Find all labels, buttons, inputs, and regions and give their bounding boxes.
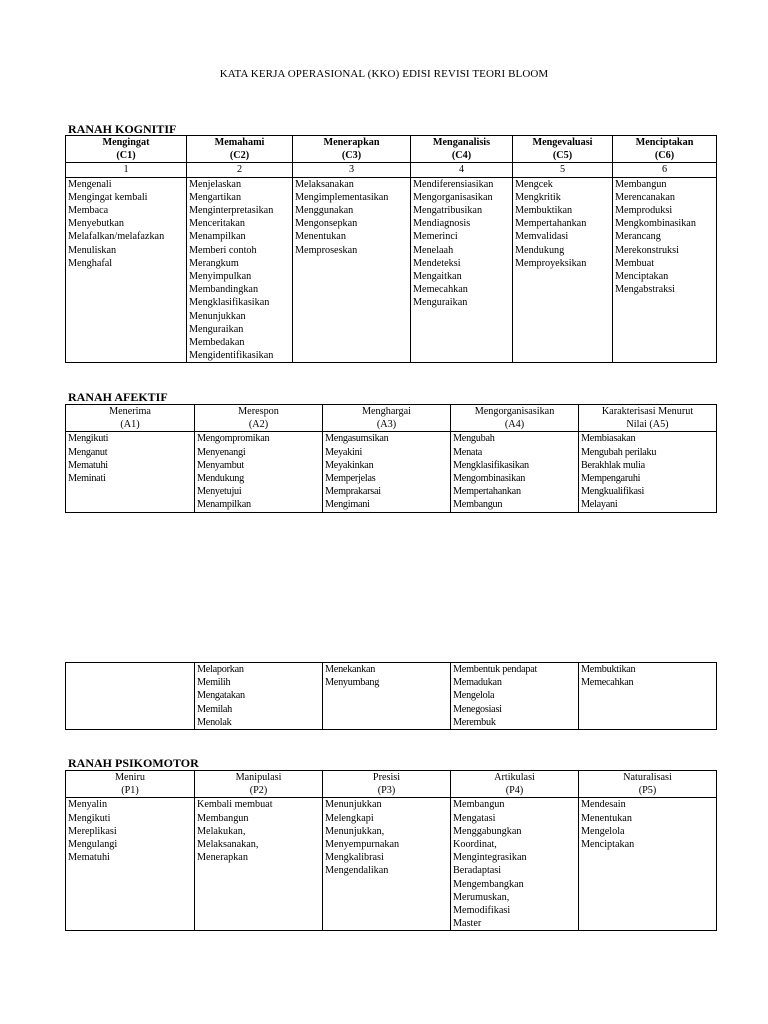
verb-item: Mempertahankan xyxy=(515,218,587,230)
verb-item: Menjelaskan xyxy=(189,178,242,190)
verb-item: Memproyeksikan xyxy=(515,257,587,269)
verb-item: Membandingkan xyxy=(189,284,259,296)
verb-item: Mengasumsikan xyxy=(325,433,389,445)
verb-item: Memerinci xyxy=(413,231,458,243)
verb-item: Merekonstruksi xyxy=(615,244,679,256)
verb-item: Melafalkan/melafazkan xyxy=(68,231,165,243)
verb-item: Mengonsepkan xyxy=(295,218,358,230)
verb-item: Membangun xyxy=(453,499,503,511)
verb-item: Menyambut xyxy=(197,459,244,471)
verb-item: Membuat xyxy=(615,257,655,269)
verb-item: Menekankan xyxy=(325,664,376,675)
afektif-verbs-a3 xyxy=(323,432,451,512)
verb-item: Mengkombinasikan xyxy=(615,218,696,230)
verb-item: Beradaptasi xyxy=(453,865,502,877)
verb-item: Mengombinasikan xyxy=(453,473,526,485)
kognitif-verbs-c6 xyxy=(613,177,717,363)
verb-item: Menggabungkan xyxy=(453,825,522,837)
section-heading-psikomotor: RANAH PSIKOMOTOR xyxy=(68,756,199,770)
verb-item: Menyenangi xyxy=(197,446,246,458)
verb-item: Menyimpulkan xyxy=(189,271,252,283)
afektif-continuation-row xyxy=(66,663,717,730)
psikomotor-header-p1: Meniru (P1) xyxy=(66,771,195,798)
verb-item: Mengendalikan xyxy=(325,865,389,877)
kognitif-header-row xyxy=(66,136,717,163)
verb-item: Menentukan xyxy=(581,812,632,824)
verb-item: Menciptakan xyxy=(581,839,635,851)
verb-item: Memperjelas xyxy=(325,473,376,485)
verb-item: Membedakan xyxy=(189,337,245,349)
verb-item: Mengimplementasikan xyxy=(295,191,389,203)
afektif-verbs-row xyxy=(66,432,717,512)
verb-item: Menerapkan xyxy=(197,852,248,864)
verb-item: Melengkapi xyxy=(325,812,374,824)
verb-item: Mengabstraksi xyxy=(615,284,675,296)
kognitif-num-5: 5 xyxy=(513,163,613,177)
psikomotor-verbs-row xyxy=(66,798,717,931)
verb-item: Menceritakan xyxy=(189,218,246,230)
verb-item: Merembuk xyxy=(453,716,496,728)
verb-item: Melaksanakan, xyxy=(197,839,259,851)
verb-item: Mendukung xyxy=(197,473,244,485)
verb-item: Menentukan xyxy=(295,231,346,243)
verb-item: Melaporkan xyxy=(197,664,244,675)
verb-item: Menghafal xyxy=(68,257,113,269)
verb-item: Mengartikan xyxy=(189,191,242,203)
verb-item: Meminati xyxy=(68,473,106,485)
verb-item: Memprakarsai xyxy=(325,486,381,498)
verb-item: Mengelola xyxy=(453,690,495,702)
verb-item: Mematuhi xyxy=(68,852,110,864)
verb-item: Melaksanakan xyxy=(295,178,354,190)
afektif-table xyxy=(65,404,717,513)
verb-item: Mengembangkan xyxy=(453,878,524,890)
verb-item: Mengklasifikasikan xyxy=(453,459,529,471)
kognitif-verbs-c2 xyxy=(187,177,293,363)
kognitif-verbs-c4 xyxy=(411,177,513,363)
psikomotor-verbs-p2 xyxy=(195,798,323,931)
verb-item: Menganut xyxy=(68,446,108,458)
verb-item: Mengklasifikasikan xyxy=(189,297,270,309)
verb-item: Memilah xyxy=(197,703,233,715)
verb-item: Mengkalibrasi xyxy=(325,852,384,864)
verb-item: Menguraikan xyxy=(413,297,468,309)
verb-item: Menunjukkan xyxy=(325,799,382,811)
kognitif-num-1: 1 xyxy=(66,163,187,177)
verb-item: Menyempurnakan xyxy=(325,839,400,851)
verb-item: Mengkualifikasi xyxy=(581,486,645,498)
verb-item: Memecahkan xyxy=(581,677,634,689)
afektif-header-a3: Menghargai (A3) xyxy=(323,405,451,432)
verb-item: Mengelola xyxy=(581,825,625,837)
kognitif-header-c2: Memahami (C2) xyxy=(187,136,293,163)
kognitif-table xyxy=(65,135,717,363)
verb-item: Mengimani xyxy=(325,499,370,511)
verb-item: Membentuk pendapat xyxy=(453,664,538,675)
verb-item: Menata xyxy=(453,446,483,458)
kognitif-num-3: 3 xyxy=(293,163,411,177)
verb-item: Menyumbang xyxy=(325,677,380,689)
psikomotor-verbs-p1 xyxy=(66,798,195,931)
section-heading-kognitif: RANAH KOGNITIF xyxy=(68,122,177,136)
verb-item: Memilih xyxy=(197,677,231,689)
afektif-header-row xyxy=(66,405,717,432)
verb-item: Menuliskan xyxy=(68,244,117,256)
kognitif-header-c4: Menganalisis (C4) xyxy=(411,136,513,163)
verb-item: Mengingat kembali xyxy=(68,191,148,203)
verb-item: Mengatribusikan xyxy=(413,205,483,217)
verb-item: Mendesain xyxy=(581,799,626,811)
kognitif-number-row xyxy=(66,163,717,177)
afektif-verbs-a5 xyxy=(579,432,717,512)
verb-item: Merencanakan xyxy=(615,191,675,203)
verb-item: Mendiagnosis xyxy=(413,218,471,230)
verb-item: Mengenali xyxy=(68,178,112,190)
afektif-header-a1: Menerima (A1) xyxy=(66,405,195,432)
verb-item: Mengcek xyxy=(515,178,553,190)
verb-item: Mengikuti xyxy=(68,812,111,824)
kognitif-num-2: 2 xyxy=(187,163,293,177)
verb-item: Mempengaruhi xyxy=(581,473,641,485)
verb-item: Mengaitkan xyxy=(413,271,462,283)
afektif-verbs-a2 xyxy=(195,432,323,512)
verb-item: Menciptakan xyxy=(615,271,669,283)
verb-item: Menyebutkan xyxy=(68,218,125,230)
kognitif-verbs-c5 xyxy=(513,177,613,363)
afektif-verbs-a4 xyxy=(451,432,579,512)
afektif-cont-a2 xyxy=(195,663,323,730)
psikomotor-header-p4: Artikulasi (P4) xyxy=(451,771,579,798)
verb-item: Memproduksi xyxy=(615,205,673,217)
psikomotor-header-p3: Presisi (P3) xyxy=(323,771,451,798)
kognitif-verbs-c1 xyxy=(66,177,187,363)
verb-item: Melakukan, xyxy=(197,825,246,837)
kognitif-num-4: 4 xyxy=(411,163,513,177)
verb-item: Meyakini xyxy=(325,446,363,458)
verb-item: Mendiferensiasikan xyxy=(413,178,494,190)
verb-item: Meyakinkan xyxy=(325,459,374,471)
verb-item: Memodifikasi xyxy=(453,905,511,917)
verb-item: Memberi contoh xyxy=(189,244,257,256)
verb-item: Berakhlak mulia xyxy=(581,459,645,471)
kognitif-header-c6: Menciptakan (C6) xyxy=(613,136,717,163)
verb-item: Mengorganisasikan xyxy=(413,191,493,203)
verb-item: Membiasakan xyxy=(581,433,636,445)
verb-item: Menampilkan xyxy=(197,499,251,511)
verb-item: Menolak xyxy=(197,716,232,728)
verb-item: Mengidentifikasikan xyxy=(189,350,274,362)
verb-item: Merancang xyxy=(615,231,661,243)
verb-item: Menampilkan xyxy=(189,231,246,243)
verb-item: Menunjukkan xyxy=(189,310,246,322)
verb-item: Mengompromikan xyxy=(197,433,270,445)
verb-item: Membuktikan xyxy=(515,205,573,217)
verb-item: Menguraikan xyxy=(189,323,244,335)
verb-item: Merumuskan, xyxy=(453,891,510,903)
kognitif-header-c1: Mengingat (C1) xyxy=(66,136,187,163)
section-heading-afektif: RANAH AFEKTIF xyxy=(68,390,168,404)
verb-item: Memecahkan xyxy=(413,284,468,296)
verb-item: Membangun xyxy=(197,812,249,824)
afektif-cont-a1 xyxy=(66,663,195,730)
verb-item: Melayani xyxy=(581,499,618,511)
psikomotor-header-row xyxy=(66,771,717,798)
verb-item: Mengulangi xyxy=(68,839,118,851)
verb-item: Mengatasi xyxy=(453,812,496,824)
afektif-header-a4: Mengorganisasikan (A4) xyxy=(451,405,579,432)
verb-item: Mengubah perilaku xyxy=(581,446,657,458)
verb-item: Memadukan xyxy=(453,677,502,689)
verb-item: Memvalidasi xyxy=(515,231,569,243)
kognitif-header-c5: Mengevaluasi (C5) xyxy=(513,136,613,163)
afektif-header-a2: Merespon (A2) xyxy=(195,405,323,432)
verb-item: Menginterpretasikan xyxy=(189,205,274,217)
verb-item: Menelaah xyxy=(413,244,454,256)
verb-item: Menegosiasi xyxy=(453,703,502,715)
verb-item: Mereplikasi xyxy=(68,825,117,837)
verb-item: Mengkritik xyxy=(515,191,561,203)
verb-item: Kembali membuat xyxy=(197,799,273,811)
psikomotor-table xyxy=(65,770,717,931)
kognitif-header-c3: Menerapkan (C3) xyxy=(293,136,411,163)
psikomotor-header-p2: Manipulasi (P2) xyxy=(195,771,323,798)
verb-item: Mempertahankan xyxy=(453,486,521,498)
verb-item: Mendukung xyxy=(515,244,565,256)
verb-item: Mengikuti xyxy=(68,433,109,445)
afektif-continuation-table xyxy=(65,662,717,730)
kognitif-verbs-c3 xyxy=(293,177,411,363)
afektif-cont-a3 xyxy=(323,663,451,730)
verb-item: Membuktikan xyxy=(581,664,636,675)
verb-item: Mematuhi xyxy=(68,459,108,471)
kognitif-num-6: 6 xyxy=(613,163,717,177)
verb-item: Mendeteksi xyxy=(413,257,461,269)
afektif-cont-a4 xyxy=(451,663,579,730)
verb-item: Menunjukkan, xyxy=(325,825,385,837)
psikomotor-verbs-p5 xyxy=(579,798,717,931)
verb-item: Membangun xyxy=(453,799,505,811)
verb-item: Memproseskan xyxy=(295,244,358,256)
verb-item: Menggunakan xyxy=(295,205,354,217)
verb-item: Mengatakan xyxy=(197,690,245,702)
verb-item: Menyalin xyxy=(68,799,108,811)
verb-item: Membaca xyxy=(68,205,109,217)
verb-item: Mengintegrasikan xyxy=(453,852,527,864)
psikomotor-verbs-p3 xyxy=(323,798,451,931)
afektif-cont-a5 xyxy=(579,663,717,730)
afektif-header-a5: Karakterisasi Menurut Nilai (A5) xyxy=(579,405,717,432)
verb-item: Master xyxy=(453,918,482,930)
psikomotor-header-p5: Naturalisasi (P5) xyxy=(579,771,717,798)
afektif-verbs-a1 xyxy=(66,432,195,512)
verb-item: Menyetujui xyxy=(197,486,242,498)
kognitif-verbs-row xyxy=(66,177,717,363)
verb-item: Membangun xyxy=(615,178,667,190)
verb-item: Merangkum xyxy=(189,257,239,269)
document-title: KATA KERJA OPERASIONAL (KKO) EDISI REVISI TEORI BLOOM xyxy=(219,68,549,80)
verb-item: Mengubah xyxy=(453,433,495,445)
verb-item: Koordinat, xyxy=(453,839,497,851)
psikomotor-verbs-p4 xyxy=(451,798,579,931)
